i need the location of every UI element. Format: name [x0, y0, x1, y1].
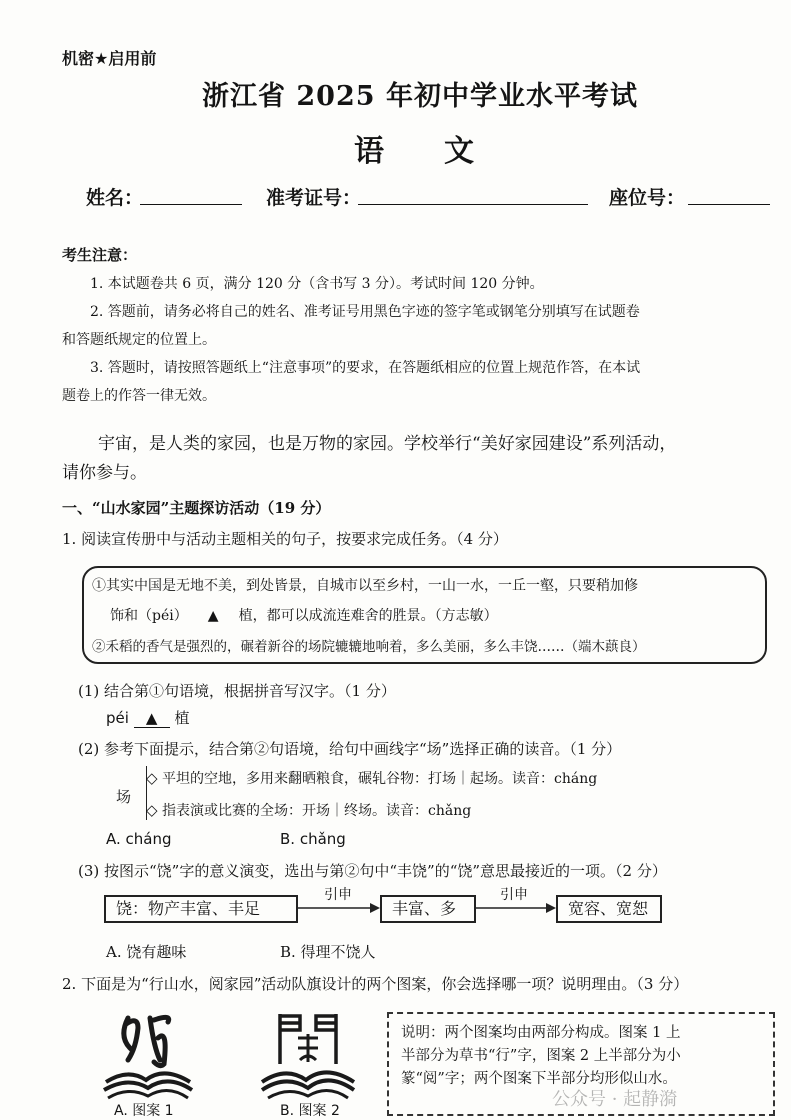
- seat-label: 座位号：: [609, 187, 686, 209]
- ticket-label: 准考证号：: [266, 187, 362, 209]
- option-1-3-a[interactable]: A. 饶有趣味: [106, 943, 187, 961]
- question-1-title: 1. 阅读宣传册中与活动主题相关的句子，按要求完成任务。（4 分）: [62, 530, 508, 548]
- flow-arrow-label-2: 引申: [500, 887, 528, 903]
- intro-line-1: 宇宙，是人类的家园，也是万物的家园。学校举行“美好家园建设”系列活动，: [98, 434, 677, 454]
- flow-box-1: 饶：物产丰富、丰足: [104, 895, 298, 923]
- watermark: 公众号 · 起静漪: [552, 1089, 678, 1110]
- option-1-2-a[interactable]: A. cháng: [106, 830, 172, 848]
- flow-box-3: 宽容、宽恕: [556, 895, 662, 923]
- flow-arrow-label-1: 引申: [324, 887, 352, 903]
- diamond-icon: ◇: [146, 769, 158, 787]
- subject-title: 语 文: [354, 134, 474, 169]
- design-2-label: B. 图案 2: [280, 1103, 340, 1119]
- notice-item-3-line-1: 3. 答题时，请按照答题纸上“注意事项”的要求，在答题纸相应的位置上规范作答，在本试: [90, 360, 641, 376]
- option-1-3-b[interactable]: B. 得理不饶人: [280, 943, 376, 961]
- name-blank[interactable]: [140, 186, 242, 205]
- flow-box-2: 丰富、多: [380, 895, 476, 923]
- question-1-1: (1) 结合第①句语境，根据拼音写汉字。（1 分）: [78, 682, 396, 700]
- char-zhi: 植: [174, 709, 190, 727]
- design-1-label: A. 图案 1: [114, 1103, 174, 1119]
- section-1-title: 一、“山水家园”主题探访活动（19 分）: [62, 499, 331, 517]
- notice-item-2-line-2: 和答题纸规定的位置上。: [62, 332, 216, 348]
- explanation-line-2: 半部分为草书“行”字，图案 2 上半部分为小: [401, 1048, 681, 1064]
- diamond-icon: ◇: [146, 801, 158, 819]
- notice-item-2-line-1: 2. 答题前，请务必将自己的姓名、准考证号用黑色字迹的签字笔或钢笔分别填写在试题卷: [90, 304, 640, 320]
- design-2-image[interactable]: [258, 1008, 358, 1100]
- seat-blank[interactable]: [688, 186, 770, 205]
- flow-arrow-2: [476, 898, 556, 918]
- chang-character: 场: [116, 788, 132, 806]
- question-2-title: 2. 下面是为“行山水，阅家园”活动队旗设计的两个图案，你会选择哪一项？说明理由。（3 分）: [62, 975, 689, 993]
- notice-item-1: 1. 本试题卷共 6 页，满分 120 分（含书写 3 分）。考试时间 120 分钟。: [90, 276, 544, 292]
- quote-1-line-1: ①其实中国是无地不美，到处皆景，自城市以至乡村，一山一水，一丘一壑，只要稍加修: [92, 578, 638, 594]
- explanation-line-3: 篆“阅”字；两个图案下半部分均形似山水。: [401, 1071, 677, 1087]
- quote-1-rest: 植，都可以成流连难舍的胜景。（方志敏）: [238, 608, 498, 624]
- question-1-1-answer: [106, 707, 190, 728]
- quote-1-line-2: [110, 605, 498, 625]
- pinyin-pei: péi: [106, 709, 129, 727]
- design-1-image[interactable]: [98, 1008, 198, 1100]
- answer-blank-1-1[interactable]: ▲: [134, 709, 170, 728]
- answer-blank-triangle[interactable]: ▲: [207, 608, 219, 624]
- explanation-line-1: 说明：两个图案均由两部分构成。图案 1 上: [401, 1025, 681, 1041]
- notice-title: 考生注意：: [62, 246, 138, 264]
- notice-item-3-line-2: 题卷上的作答一律无效。: [62, 388, 216, 404]
- question-1-2: (2) 参考下面提示，结合第②句语境，给句中画线字“场”选择正确的读音。（1 分）: [78, 740, 622, 758]
- hint-2: ◇ 指表演或比赛的全场：开场｜终场。读音：chǎng: [146, 801, 472, 819]
- question-1-3: (3) 按图示“饶”字的意义演变，选出与第②句中“丰饶”的“饶”意思最接近的一项。（2 分）: [78, 862, 667, 880]
- confidential-mark: 机密★启用前: [62, 49, 157, 68]
- intro-line-2: 请你参与。: [62, 463, 147, 483]
- hint-1: ◇ 平坦的空地，多用来翻晒粮食，碾轧谷物：打场｜起场。读音：cháng: [146, 769, 598, 787]
- quote-2: ②禾稻的香气是强烈的，碾着新谷的场院辘辘地响着，多么美丽，多么丰饶……（端木蕻良）: [92, 639, 646, 655]
- quote-1-pinyin: 饰和（péi）: [110, 608, 188, 624]
- option-1-2-b[interactable]: B. chǎng: [280, 830, 346, 848]
- ticket-blank[interactable]: [358, 186, 588, 205]
- exam-title: 浙江省 2025 年初中学业水平考试: [202, 81, 638, 112]
- name-label: 姓名：: [86, 187, 144, 209]
- flow-arrow-1: [298, 898, 380, 918]
